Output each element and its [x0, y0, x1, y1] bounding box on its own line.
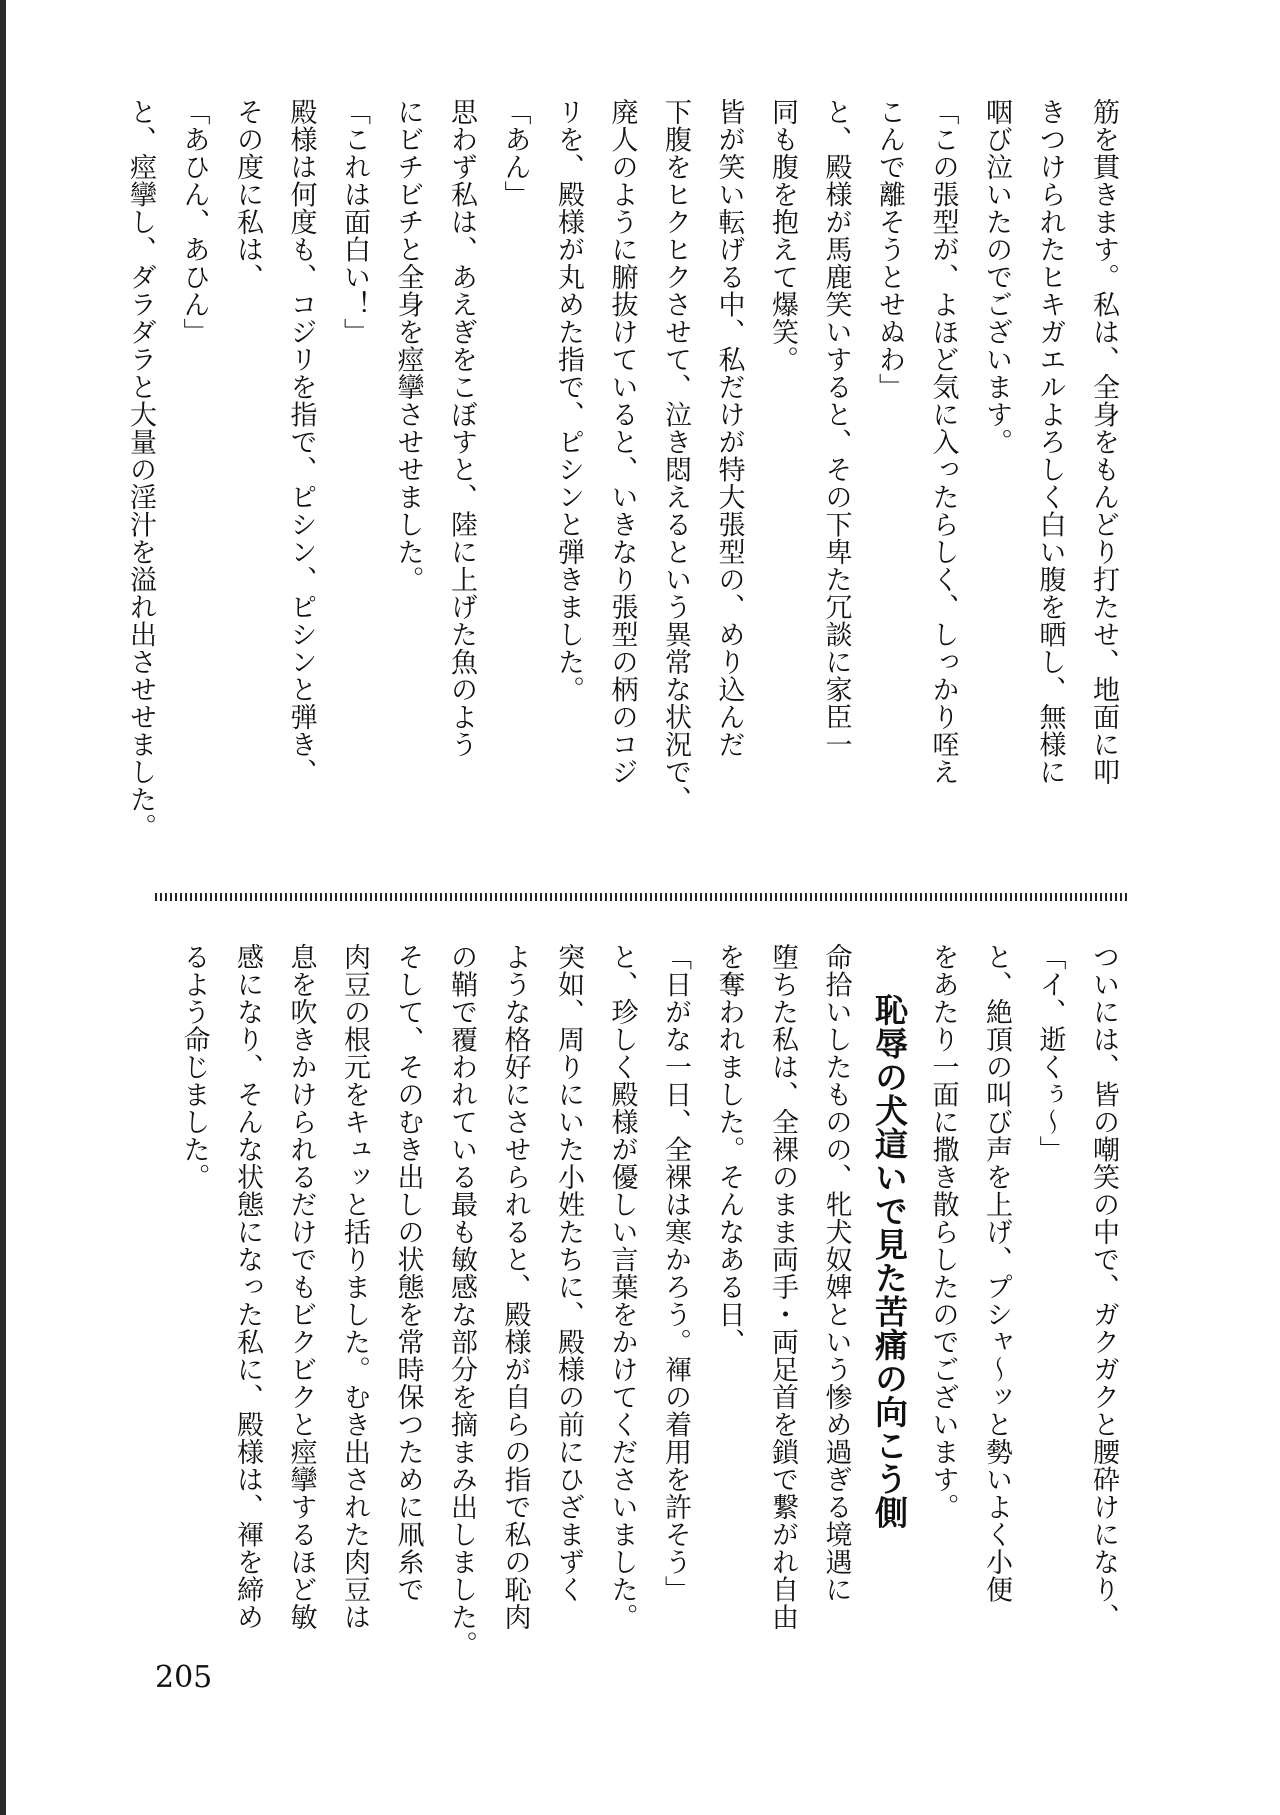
text-line: そして、そのむき出しの状態を常時保つために凧糸で: [392, 943, 424, 1603]
text-line: と、絶頂の叫び声を上げ、プシャ〜ッと勢いよく小便: [981, 943, 1012, 1603]
text-line: 咽び泣いたのでございます。: [981, 98, 1012, 456]
text-line: 命拾いしたものの、牝犬奴婢という惨め過ぎる境遇に: [820, 943, 852, 1603]
text-line: きつけられたヒキガエルよろしく白い腹を晒し、無様に: [1034, 98, 1066, 786]
text-line: の鞘で覆われている最も敏感な部分を摘まみ出しました。: [446, 943, 477, 1658]
text-line: 廃人のように腑抜けていると、いきなり張型の柄のコジ: [606, 98, 638, 786]
text-line: 筋を貫きます。私は、全身をもんどり打たせ、地面に叩: [1088, 98, 1119, 786]
text-line: 思わず私は、あえぎをこぼすと、陸に上げた魚のよう: [446, 98, 477, 758]
text-line: と、殿様が馬鹿笑いすると、その下卑た冗談に家臣一: [820, 98, 852, 758]
text-line: 肉豆の根元をキュッと括りました。むき出された肉豆は: [339, 943, 370, 1631]
section-heading: 恥辱の犬這いで見た苦痛の向こう側: [870, 993, 909, 1529]
text-line: 「イ、逝くぅ〜」: [1034, 943, 1066, 1163]
text-line: リを、殿様が丸めた指で、ピシンと弾きました。: [553, 98, 584, 703]
text-line: 皆が笑い転げる中、私だけが特大張型の、めり込んだ: [713, 98, 745, 758]
bottom-text-block: [167, 943, 1130, 1678]
text-line: にビチビチと全身を痙攣させせました。: [392, 98, 424, 593]
text-line: るよう命じました。: [178, 943, 210, 1191]
page-number: 205: [155, 1660, 213, 1695]
text-line: その度に私は、: [232, 98, 263, 291]
text-line: 突如、周りにいた小姓たちに、殿様の前にひざまずく: [553, 943, 584, 1603]
text-line: 感になり、そんな状態になった私に、殿様は、褌を締め: [232, 943, 263, 1631]
section-divider: [155, 893, 1130, 901]
text-line: と、珍しく殿様が優しい言葉をかけてくださいました。: [606, 943, 638, 1631]
text-line: と、痙攣し、ダラダラと大量の淫汁を溢れ出させせました。: [125, 98, 156, 841]
text-line: 堕ちた私は、全裸のまま両手・両足首を鎖で繋がれ自由: [767, 943, 798, 1631]
text-line: 殿様は何度も、コジリを指で、ピシン、ピシンと弾き、: [285, 98, 317, 786]
text-line: をあたり一面に撒き散らしたのでございます。: [927, 943, 959, 1521]
text-line: 「あん」: [499, 98, 531, 208]
text-line: を奪われました。そんなある日、: [713, 943, 745, 1356]
text-line: 同も腹を抱えて爆笑。: [767, 98, 798, 373]
page-edge: [0, 0, 6, 1815]
text-line: 「この張型が、よほど気に入ったらしく、しっかり咥え: [927, 98, 959, 786]
text-line: ついには、皆の嘲笑の中で、ガクガクと腰砕けになり、: [1088, 943, 1119, 1631]
text-line: こんで離そうとせぬわ」: [874, 98, 905, 401]
text-line: 「これは面白い！」: [339, 98, 370, 346]
text-line: 「日がな一日、全裸は寒かろう。褌の着用を許そう」: [660, 943, 691, 1603]
text-line: 下腹をヒクヒクさせて、泣き悶えるという異常な状況で、: [660, 98, 691, 813]
text-line: 息を吹きかけられるだけでもビクビクと痙攣するほど敏: [285, 943, 317, 1631]
text-line: ような格好にさせられると、殿様が自らの指で私の恥肉: [499, 943, 531, 1631]
top-text-block: [114, 98, 1131, 868]
text-line: 「あひん、あひん」: [178, 98, 210, 346]
